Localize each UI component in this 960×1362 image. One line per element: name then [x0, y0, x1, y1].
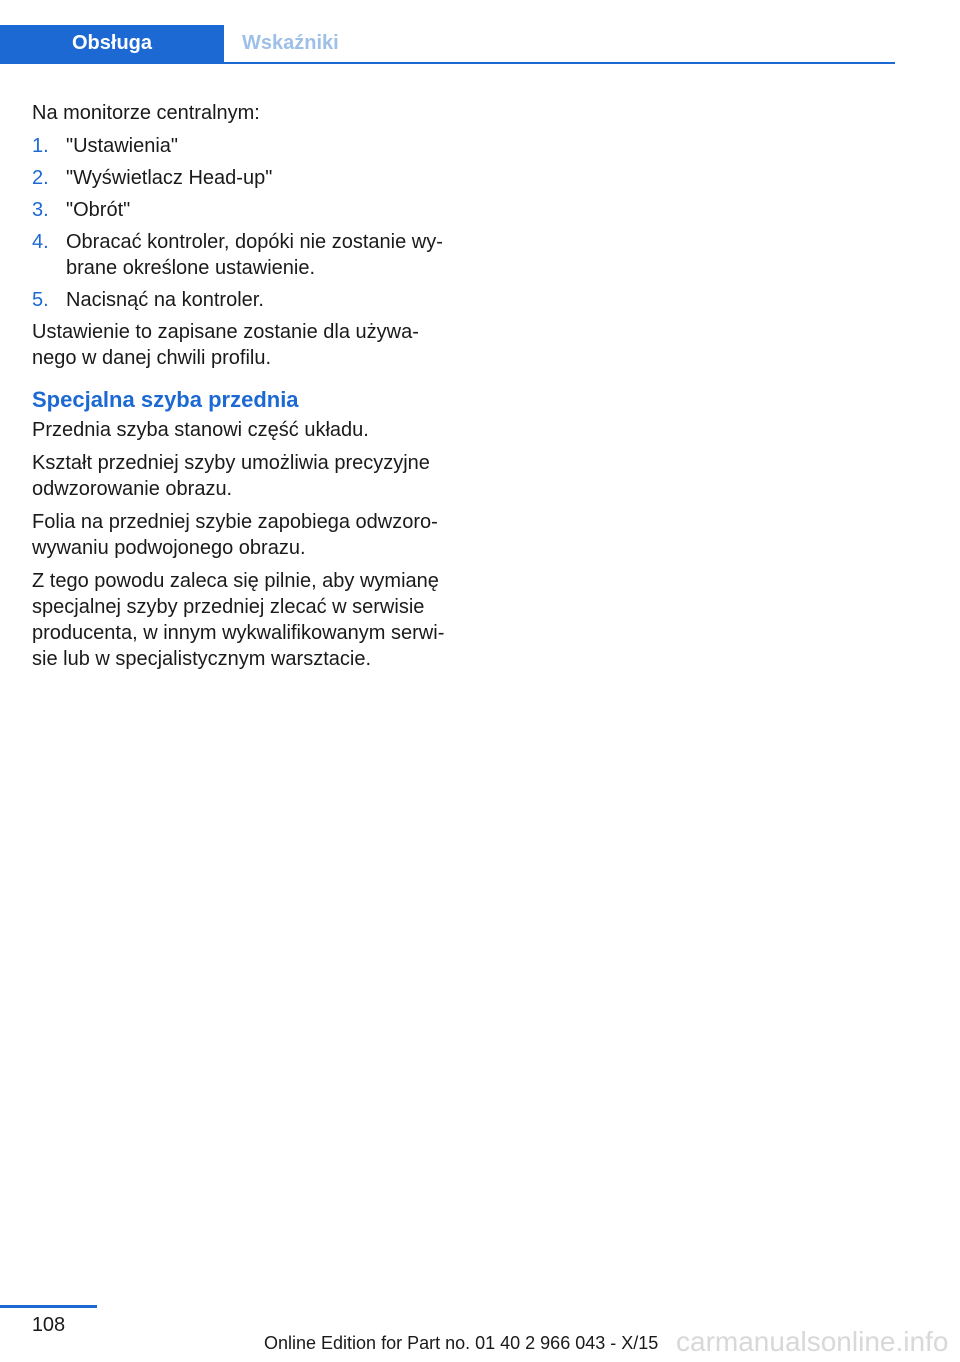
list-item: [32, 165, 452, 191]
step-text: "Ustawienia": [66, 135, 179, 157]
edition-text: Online Edition for Part no. 01 40 2 966 043 - X/15: [264, 1333, 659, 1353]
paragraph: Z tego powodu zaleca się pilnie, aby wymianę specjalnej szyby przedniej zlecać w serwisie producenta, w innym wykwalifikowanym serwisie lub w specjalistycznym warsztacie.: [32, 570, 445, 670]
step-number: 2.: [32, 167, 49, 189]
watermark: carmanualsonline.info: [676, 1326, 949, 1357]
after-steps-text: Ustawienie to zapisane zostanie dla używanego w danej chwili profilu.: [32, 321, 419, 369]
paragraph: Folia na przedniej szybie zapobiega odwzorowywaniu podwojonego obrazu.: [32, 511, 438, 559]
paragraph: Kształt przedniej szyby umożliwia precyzyjne odwzorowanie obrazu.: [32, 452, 430, 500]
step-text: "Obrót": [66, 199, 131, 221]
step-number: 1.: [32, 135, 49, 157]
footer-divider: [0, 1305, 97, 1308]
step-number: 5.: [32, 289, 49, 311]
step-text: "Wyświetlacz Head-up": [66, 167, 273, 189]
section-heading: Specjalna szyba przednia: [32, 387, 299, 412]
list-item: [32, 197, 452, 223]
step-text: Obracać kontroler, dopóki nie zostanie wybrane określone ustawienie.: [66, 231, 443, 279]
paragraph: Przednia szyba stanowi część układu.: [32, 419, 369, 441]
page-content: [32, 100, 452, 679]
step-text: Nacisnąć na kontroler.: [66, 289, 264, 311]
list-item: [32, 229, 452, 281]
tab-wskazniki: Wskaźniki: [242, 32, 339, 54]
step-number: 3.: [32, 199, 49, 221]
steps-list: [32, 133, 452, 313]
tab-obsluga: Obsługa: [0, 25, 224, 62]
list-item: [32, 133, 452, 159]
list-item: [32, 287, 452, 313]
step-number: 4.: [32, 231, 49, 253]
page-number: 108: [31, 1314, 66, 1336]
chapter-tab-bar: [0, 25, 895, 64]
intro-text: Na monitorze centralnym:: [32, 102, 260, 124]
